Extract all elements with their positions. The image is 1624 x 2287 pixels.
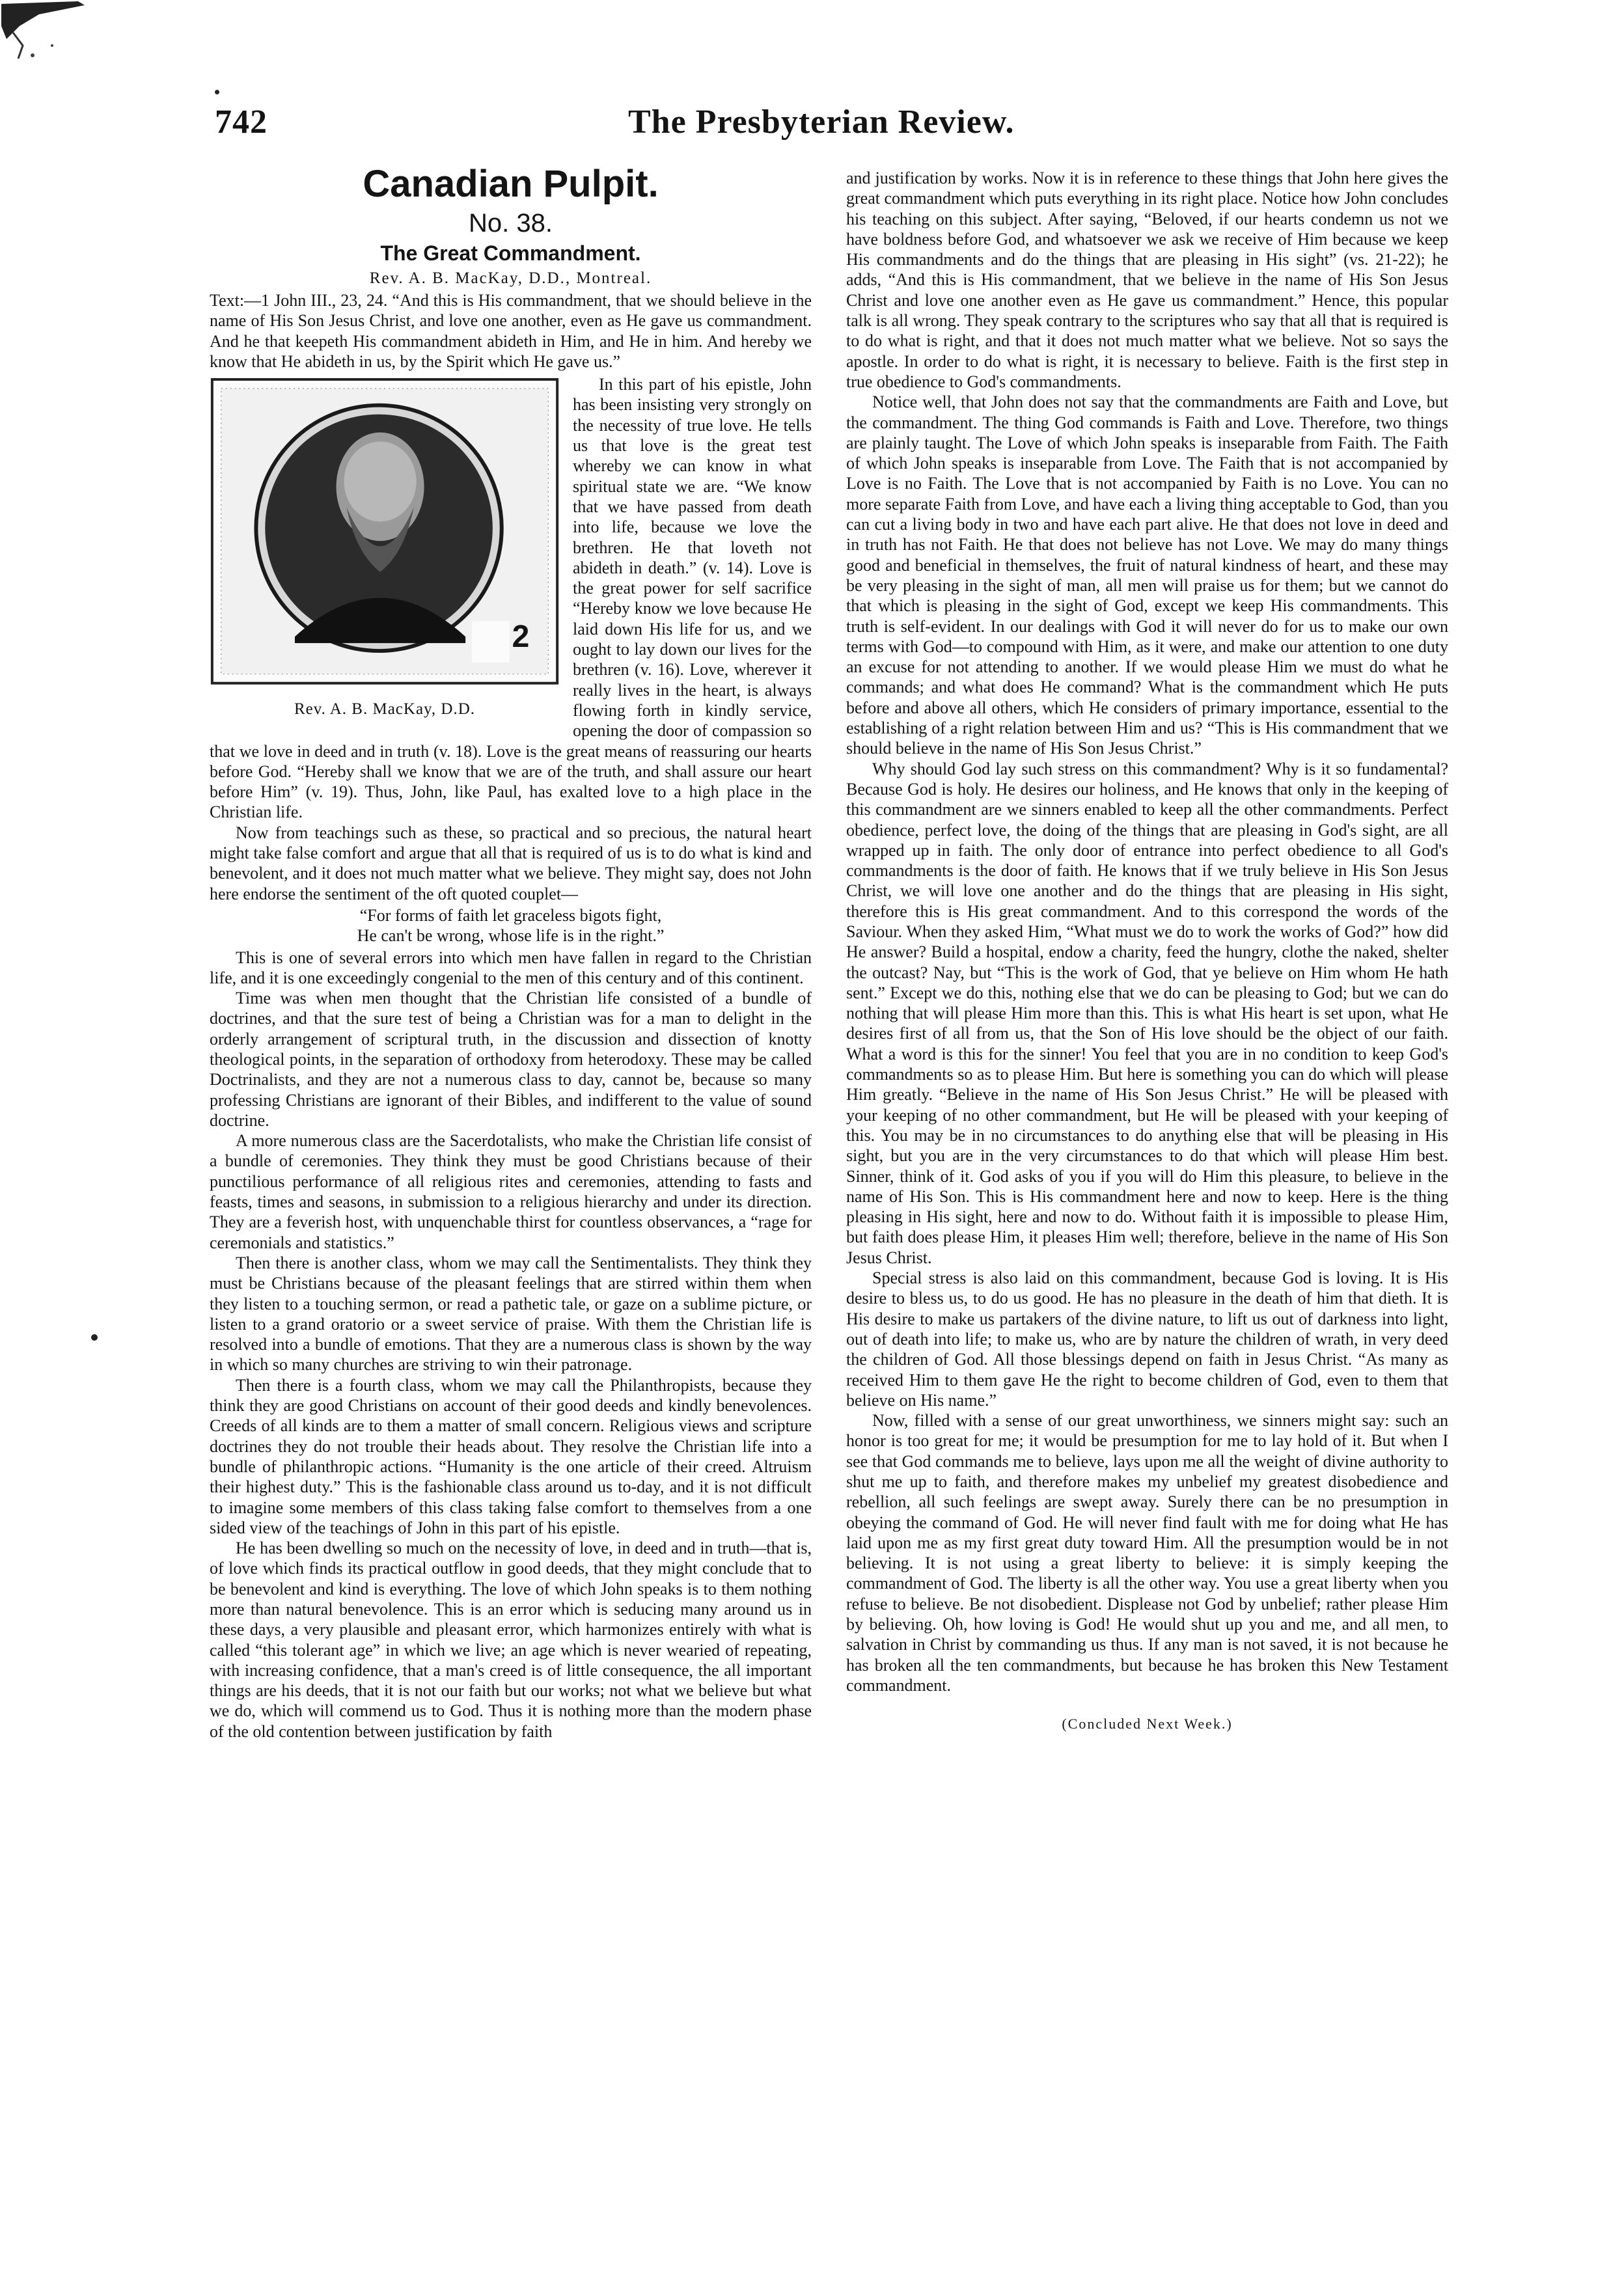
plate-number: 2 (512, 620, 530, 655)
paragraph-8: He has been dwelling so much on the necessity of love, in deed and in truth—that is, of love which finds its practical outflow in good deeds, that they might conclude that to be benevolent and kind is everything. The love of which John speaks is to them nothing more than natural benevolence. This is an error which is seducing many around us in these days, a very plausible and pleasant error, which harmonizes entirely with what is called “this tolerant age” in which we live; an age which is never wearied of repeating, with increasing confidence, that a man's creed is of little consequence, the all important things are his deeds, that it is not our faith but our works; not what we believe but what we do, which will commend us to God. Thus it is nothing more than the modern phase of the old contention between justification by faith (210, 1539, 812, 1741)
paragraph-9: and justification by works. Now it is in reference to these things that John here gives the great commandment which puts everything in its right place. Notice how John concludes his teaching on this subject. After saying, “Beloved, if our hearts condemn us not we have boldness before God, and whatsoever we ask we receive of Him because we keep His commandments and do the things that are pleasing in His sight” (vs. 21-22); he adds, “And this is His commandment, that we believe in the name of His Son Jesus Christ and love one another even as He gave us commandment.” Hence, this popular talk is all wrong. They speak contrary to the scriptures who say that all that is required is to do what is right, and that it does not much matter what we believe. Not so says the apostle. In order to do what is right, it is necessary to believe. Faith is the first step in true obedience to God's commandments. (846, 169, 1448, 391)
paragraph-2: Now from teachings such as these, so practical and so precious, the natural heart might take false comfort and argue that all that is required of us is to do what is kind and benevolent, and it does not much matter what we believe. They might say, does not John here endorse the sentiment of the oft quoted couplet— (210, 823, 812, 903)
continued-notice: (Concluded Next Week.) (1062, 1716, 1233, 1732)
portrait-image (210, 378, 560, 685)
journal-title: The Presbyterian Review. (628, 103, 1015, 141)
issue-number: No. 38. (469, 209, 553, 238)
scan-artifact-mark (0, 0, 98, 72)
paragraph-13: Now, filled with a sense of our great unworthiness, we sinners might say: such an honor is too great for me; it would be presumption for me to lay hold of it. But when I see that God commands me to believe, lays upon me all the weight of divine authority to shut me up to faith, and therefore makes my unbelief my greatest disobedience and rebellion, all such feelings are swept away. Surely there can be no presumption in obeying the command of God. He will never find fault with me for doing what He has laid upon me as my first great duty toward Him. All the presumption would be in not believing. It is not using a great liberty to believe: it is simply keeping the commandment of God. The liberty is all the other way. You use a great liberty when you refuse to believe. Be not disobedient. Displease not God by unbelief; rather please Him by believing. Oh, how loving is God! He would shut up you and me, and all men, to salvation in Christ by commanding us thus. If any man is not saved, it is not because he has broken all the ten commandments, but because he has broken this New Testament commandment. (846, 1411, 1448, 1695)
page-number: 742 (215, 103, 268, 141)
quote-line-1: “For forms of faith let graceless bigots fight, (359, 905, 662, 925)
paragraph-7: Then there is a fourth class, whom we may call the Philanthropists, because they think they are good Christians on account of their good deeds and kindly benevolences. Creeds of all kinds are to them a matter of small concern. Religious views and scripture doctrines they do not trouble their heads about. They resolve the Christian life into a bundle of philanthropic actions. “Humanity is the one article of their creed. Altruism their highest duty.” This is the fashionable class around us to-day, and it is not difficult to imagine some members of this class taking false comfort to themselves from a one sided view of the teachings of John in this part of his epistle. (210, 1375, 812, 1537)
right-column (846, 168, 1448, 1734)
quote-line-2: He can't be wrong, whose life is in the right.” (357, 926, 665, 946)
portrait-figure (210, 378, 560, 719)
author-byline: Rev. A. B. MacKay, D.D., Montreal. (369, 269, 652, 287)
section-title: Canadian Pulpit. (363, 163, 659, 205)
left-column (210, 161, 812, 1742)
sermon-title: The Great Commandment. (380, 241, 641, 265)
paragraph-12: Special stress is also laid on this commandment, because God is loving. It is His desire to bless us, to do us good. He has no pleasure in the death of him that dieth. It is His desire to make us partakers of the divine nature, to lift us out of darkness into light, out of death into life; to make us, who are by nature the children of wrath, in very deed the children of God. All those blessings depend on faith in Jesus Christ. “As many as received Him to them gave He the right to become children of God, even to them that believe on His name.” (846, 1268, 1448, 1410)
paragraph-1: In this part of his epistle, John has been insisting very strongly on the necessity of true love. He tells us that love is the great test whereby we can know in what spiritual state we are. “We know that we have passed from death into life, because we love the brethren. He that loveth not abideth in death.” (v. 14). Love is the great power for self sacrifice “Hereby know we love because He laid down His life for us, and we ought to lay down our lives for the brethren (v. 16). Love, wherever it really lives in the heart, is always flowing forth in kindly service, opening the door of compassion so that we love in deed and in truth (v. 18). Love is the great means of reassuring our hearts before God. “Hereby shall we know that we are of the truth, and shall assure our heart before Him” (v. 19). Thus, John, like Paul, has exalted love to a high place in the Christian life. (210, 375, 812, 822)
paragraph-11: Why should God lay such stress on this commandment? Why is it so fundamental? Because God is holy. He desires our holiness, and He knows that only in the keeping of this commandment are we sinners enabled to keep all the other commandments. Perfect obedience, perfect love, the doing of the things that are pleasing in God's sight, are all wrapped up in faith. The only door of entrance into perfect obedience to all God's commandments is the door of faith. He knows that if we truly believe in His Son Jesus Christ, we will love one another and do the things that are pleasing in His sight, therefore this is His great commandment. And to this correspond the words of the Saviour. When they asked Him, “What must we do to work the works of God?” how did He answer? Build a hospital, endow a charity, feed the hungry, clothe the naked, shelter the outcast? Nay, but “This is the work of God, that ye believe on Him whom He hath sent.” Except we do this, nothing else that we do can be pleasing to God; but we can do nothing that will please Him more than this. This is what His heart is set upon, what He desires first of all from us, that the Son of His love should be the object of our faith. What a word is this for the sinner! You feel that you are in no condition to keep God's commandments so as to please Him. But here is something you can do which will please Him greatly. “Believe in the name of His Son Jesus Christ.” He will be pleased with your keeping of no other commandment, but He will be pleased with your keeping of this. You may be in no circumstances to do anything else that will be pleasing in His sight, but you are in the very circumstances to do that which will please Him best. Sinner, think of it. God asks of you if you will do Him this pleasure, to believe in the name of His Son. This is His commandment here and now to keep. Here is the thing pleasing in His sight, here and now to do. Without faith it is impossible to please Him, but faith does please Him, it pleases Him well; therefore, believe in the name of His Son Jesus Christ. (846, 759, 1448, 1267)
paragraph-5: A more numerous class are the Sacerdotalists, who make the Christian life consist of a bundle of ceremonies. They think they must be good Christians because of their punctilious performance of all religious rites and ceremonies, attending to fasts and feasts, times and seasons, in submission to a religious hierarchy and under its direction. They are a feverish host, with unquenchable thirst for countless observances, a “rage for ceremonials and statistics.” (210, 1131, 812, 1252)
margin-bullet (91, 1334, 98, 1341)
portrait-caption: Rev. A. B. MacKay, D.D. (294, 700, 476, 718)
scan-dot (215, 90, 219, 94)
paragraph-6: Then there is another class, whom we may call the Sentimentalists. They think they must be Christians because of the pleasant feelings that are stirred within them when they listen to a touching sermon, or read a pathetic tale, or gaze on a sublime picture, or listen to a grand oratorio or a sweet service of praise. With them the Christian life is resolved into a bundle of emotions. That they are a numerous class is shown by the way in which so many churches are striving to win their patronage. (210, 1253, 812, 1375)
masthead (210, 161, 812, 290)
paragraph-10: Notice well, that John does not say that the commandments are Faith and Love, but the commandment. The thing God commands is Faith and Love. Therefore, two things are plainly taught. The Love of which John speaks is inseparable from Faith. The Faith of which John speaks is inseparable from Love. The Faith that is not accompanied by Love is no Faith. The Love that is not accompanied by Faith is no Love. You can no more separate Faith from Love, and have each a living thing acceptable to God, than you can cut a living body in two and have each part alive. He that does not love in deed and in truth has not Faith. He that does not believe has not Love. We may do many things good and beneficial in themselves, the fruit of natural kindness of heart, and these may be very pleasing in the sight of man, all men will praise us for them; but we cannot do that which is pleasing in the sight of God, except we keep His commandments. This truth is self-evident. In our dealings with God it will never do for us to make our own terms with God—to compound with Him, as it were, and make our attention to one duty an excuse for not attending to another. If we would please Him we must do what he commands; and what does He command? What is the commandment which He puts before and above all others, which He considers of primary importance, essential to the establishing of a right relation between Him and us? “This is His commandment that we should believe in the name of His Son Jesus Christ.” (846, 392, 1448, 758)
paragraph-3: This is one of several errors into which men have fallen in regard to the Christian life, and it is one exceedingly congenial to the men of this century and of this continent. (210, 948, 812, 987)
paragraph-4: Time was when men thought that the Christian life consisted of a bundle of doctrines, and that the sure test of being a Christian was for a man to delight in the orderly arrangement of scriptural truth, in the discussion and dissection of knotty theological points, in the separation of orthodoxy from heterodoxy. These may be called Doctrinalists, and they are not a numerous class to day, cannot be, because so many professing Christians are ignorant of their Bibles, and indifferent to the value of sound doctrine. (210, 989, 812, 1130)
sermon-text-line: Text:—1 John III., 23, 24. “And this is His commandment, that we should believe in the name of His Son Jesus Christ, and love one another, even as He gave us commandment. And he that keepeth His commandment abideth in Him, and He in him. And hereby we know that He abideth in us, by the Spirit which He gave us.” (210, 291, 812, 371)
quoted-couplet (210, 905, 812, 946)
